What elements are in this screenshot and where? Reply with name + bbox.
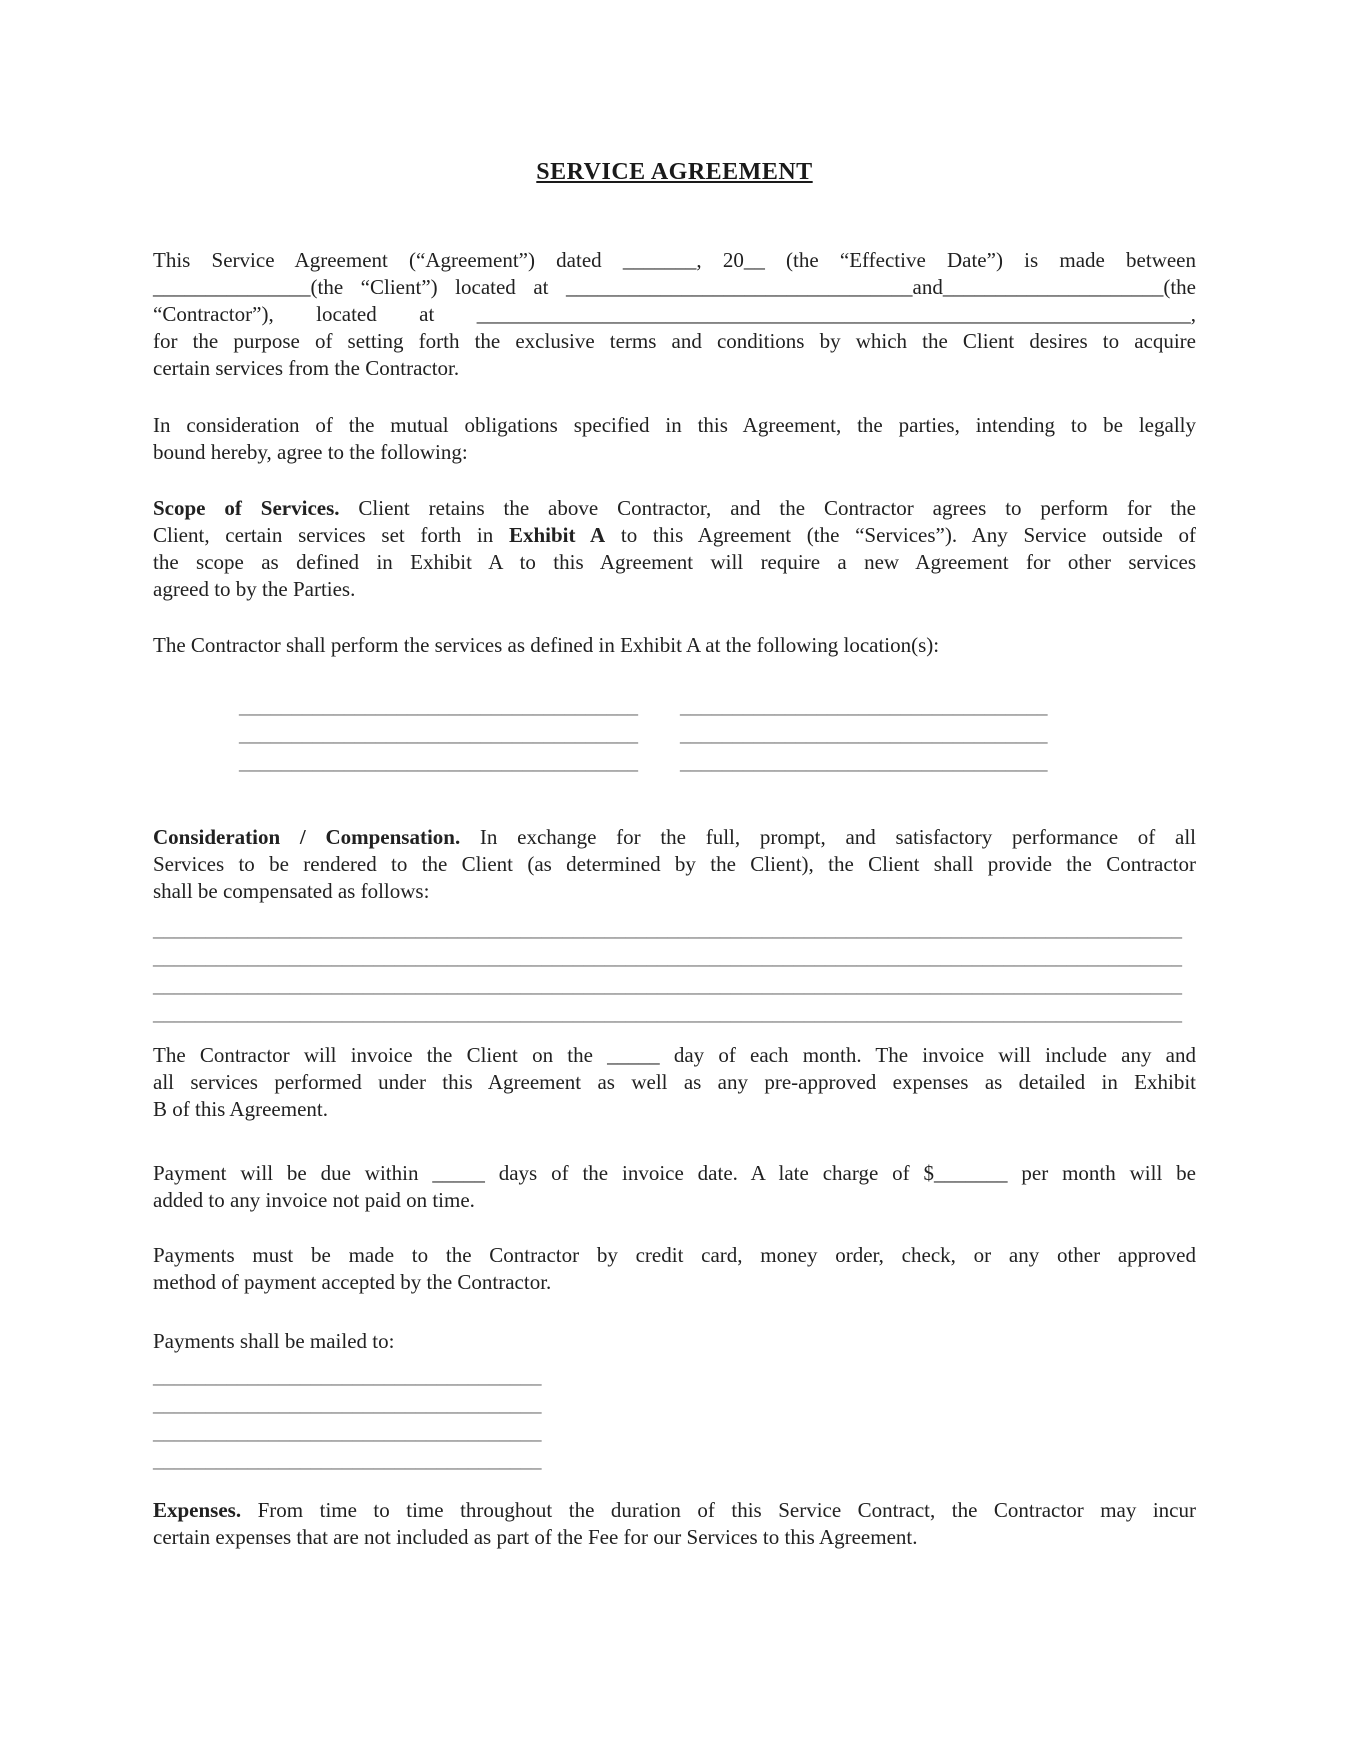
blank-fill-line: ______________________________________: [239, 750, 638, 774]
text-line: [153, 1524, 1196, 1551]
location-blank-lines: [153, 692, 1196, 776]
locations-intro-paragraph: [153, 632, 1196, 659]
text-segment: Payment will be due within _____ days of the invoice date. A late charge of $_______ per month will be: [153, 1161, 1196, 1185]
text-segment: the scope as defined in Exhibit A to this Agreement will require a new Agreement for other services: [153, 550, 1196, 574]
blank-fill-line: __________________________________________________________________________________________________: [153, 945, 1182, 969]
bold-text-segment: Expenses.: [153, 1498, 242, 1522]
text-segment: added to any invoice not paid on time.: [153, 1188, 475, 1212]
text-segment: This Service Agreement (“Agreement”) dated _______, 20__ (the “Effective Date”) is made between: [153, 248, 1196, 272]
text-line: [153, 1096, 1196, 1123]
text-segment: Payments shall be mailed to:: [153, 1329, 395, 1353]
bold-text-segment: Scope of Services.: [153, 496, 340, 520]
blank-fill-line: _____________________________________: [153, 1392, 542, 1416]
payment-method-paragraph: [153, 1242, 1196, 1296]
text-line: [153, 301, 1196, 328]
intro-paragraph: [153, 247, 1196, 382]
text-segment: certain services from the Contractor.: [153, 356, 460, 380]
text-segment: Client, certain services set forth in: [153, 523, 509, 547]
blank-fill-line: _____________________________________: [153, 1420, 542, 1444]
text-line: [153, 1242, 1196, 1269]
blank-fill-line: _____________________________________: [153, 1448, 542, 1472]
expenses-paragraph: [153, 1497, 1196, 1551]
text-line: [153, 522, 1196, 549]
blank-fill-line: _____________________________________: [153, 1364, 542, 1388]
text-segment: all services performed under this Agreement as well as any pre-approved expenses as detailed in Exhibit: [153, 1070, 1196, 1094]
text-line: [153, 412, 1196, 439]
text-line: [153, 549, 1196, 576]
text-segment: to this Agreement (the “Services”). Any Service outside of: [605, 523, 1196, 547]
blank-line-row: [153, 692, 1196, 720]
text-segment: for the purpose of setting forth the exclusive terms and conditions by which the Client desires to acquire: [153, 329, 1196, 353]
scope-of-services-paragraph: [153, 495, 1196, 603]
compensation-paragraph: [153, 824, 1196, 905]
text-segment: shall be compensated as follows:: [153, 879, 430, 903]
text-line: [153, 824, 1196, 851]
blank-line-row: [153, 748, 1196, 776]
blank-fill-line: ______________________________________: [239, 694, 638, 718]
blank-line-row: [153, 720, 1196, 748]
text-segment: B of this Agreement.: [153, 1097, 328, 1121]
text-segment: Client retains the above Contractor, and the Contractor agrees to perform for the: [339, 496, 1196, 520]
text-segment: In consideration of the mutual obligations specified in this Agreement, the parties, intending to be legally: [153, 413, 1196, 437]
blank-fill-line: ______________________________________: [239, 722, 638, 746]
text-segment: bound hereby, agree to the following:: [153, 440, 468, 464]
payment-due-paragraph: [153, 1160, 1196, 1214]
blank-fill-line: __________________________________________________________________________________________________: [153, 917, 1182, 941]
mutual-obligations-paragraph: [153, 412, 1196, 466]
text-segment: agreed to by the Parties.: [153, 577, 356, 601]
blank-fill-line: __________________________________________________________________________________________________: [153, 1001, 1182, 1025]
document-title: SERVICE AGREEMENT: [536, 159, 813, 185]
mailto-label-paragraph: [153, 1328, 1196, 1355]
text-segment: method of payment accepted by the Contractor.: [153, 1270, 552, 1294]
text-line: [153, 1187, 1196, 1214]
compensation-blank-lines: [153, 915, 1196, 1027]
text-segment: Services to be rendered to the Client (as determined by the Client), the Client shall provide the Contractor: [153, 852, 1196, 876]
text-segment: “Contractor”), located at ____________________________________________________________________,: [153, 302, 1196, 326]
text-segment: _______________(the “Client”) located at _________________________________and_____________________(the: [153, 275, 1196, 299]
text-line: [153, 1269, 1196, 1296]
text-line: [153, 1328, 1196, 1355]
text-line: [153, 878, 1196, 905]
text-segment: The Contractor will invoice the Client on the _____ day of each month. The invoice will include any and: [153, 1043, 1196, 1067]
text-line: [153, 851, 1196, 878]
invoice-paragraph: [153, 1042, 1196, 1123]
text-line: [153, 355, 1196, 382]
text-line: [153, 439, 1196, 466]
text-line: [153, 495, 1196, 522]
blank-fill-line: ___________________________________: [680, 694, 1048, 718]
blank-fill-line: __________________________________________________________________________________________________: [153, 973, 1182, 997]
text-segment: The Contractor shall perform the services as defined in Exhibit A at the following location(s):: [153, 633, 940, 657]
text-line: [153, 247, 1196, 274]
text-line: [153, 328, 1196, 355]
text-segment: In exchange for the full, prompt, and satisfactory performance of all: [460, 825, 1196, 849]
text-segment: Payments must be made to the Contractor by credit card, money order, check, or any other approved: [153, 1243, 1196, 1267]
text-line: [153, 274, 1196, 301]
text-segment: certain expenses that are not included as part of the Fee for our Services to this Agreement.: [153, 1525, 918, 1549]
text-line: [153, 576, 1196, 603]
bold-text-segment: Exhibit A: [508, 523, 606, 547]
text-segment: From time to time throughout the duration of this Service Contract, the Contractor may incur: [241, 1498, 1196, 1522]
text-line: [153, 1160, 1196, 1187]
text-line: [153, 1042, 1196, 1069]
mailto-blank-lines: [153, 1362, 1196, 1474]
text-line: [153, 1497, 1196, 1524]
text-line: [153, 632, 1196, 659]
blank-fill-line: ___________________________________: [680, 722, 1048, 746]
bold-text-segment: Consideration / Compensation.: [153, 825, 461, 849]
blank-fill-line: ___________________________________: [680, 750, 1048, 774]
text-line: [153, 1069, 1196, 1096]
